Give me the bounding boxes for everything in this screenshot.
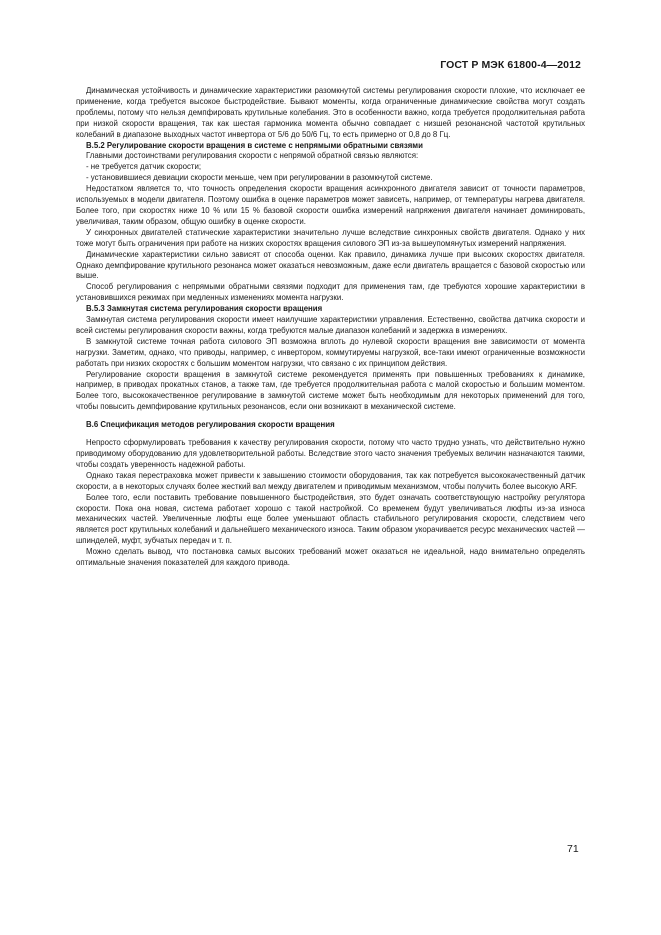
- advantages-list: [76, 162, 585, 184]
- paragraph: Более того, если поставить требование повышенного быстродействия, это будет означать соответствующую настройку регулятора скорости. Пока она новая, система работает хорошо с такой настройкой. Со временем будут увеличиваться люфты из-за износа механических частей. Увеличенные люфты еще более уменьшают область стабильного регулирования скорости, следствием чего является рост крутильных колебаний и дальнейшего механического износа. Таким образом укорачивается ресурс механических частей — шпинделей, муфт, зубчатых передач и т. п.: [76, 492, 585, 546]
- paragraph: Главными достоинствами регулирования скорости с непрямой обратной связью являются:: [86, 151, 419, 161]
- section-heading-b6: В.6 Спецификация методов регулирования скорости вращения: [86, 420, 335, 430]
- page-number: 71: [567, 843, 579, 855]
- paragraph: Однако такая перестраховка может привести к завышению стоимости оборудования, так как потребуется высококачественный датчик скорости, а в некоторых случаях более жесткий вал между двигателем и приводимым механизмом, чтобы получить более высокую ARF.: [76, 470, 585, 491]
- paragraph: Непросто сформулировать требования к качеству регулирования скорости, потому что часто трудно узнать, что действительно нужно приводимому оборудованию для удовлетворительной работы. Вследствие этого часто значения требуемых величин назначаются такими, чтобы создать уверенность надежной работы.: [76, 438, 585, 469]
- paragraph: Недостатком является то, что точность определения скорости вращения асинхронного двигателя зависит от точности параметров, используемых в модели двигателя. Поэтому ошибка в оценке параметров может зависеть, например, от температуры нагрева двигателя. Более того, при скоростях ниже 10 % или 15 % базовой скорости ошибка измерений напряжения двигателя начинает доминировать, увеличивая, таким образом, общую ошибку в оценке скорости.: [76, 184, 585, 226]
- paragraph: Замкнутая система регулирования скорости имеет наилучшие характеристики управления. Естественно, свойства датчика скорости и всей системы регулирования скорости важны, когда требуются малые диапазон колебаний и задержка в измерениях.: [76, 315, 585, 335]
- paragraph: Способ регулирования с непрямыми обратными связями подходит для применения там, где требуются хорошие характеристики в установившихся режимах при медленных изменениях момента нагрузки.: [76, 282, 585, 303]
- document-header: ГОСТ Р МЭК 61800-4—2012: [440, 59, 581, 71]
- paragraph: Динамические характеристики сильно зависят от способа оценки. Как правило, динамика лучше при высоких скоростях двигателя. Однако демпфирование крутильного резонанса может оказаться невозможным, даже если двигатель вращается с базовой скоростью или выше.: [76, 249, 585, 281]
- paragraph: В замкнутой системе точная работа силового ЭП возможна вплоть до нулевой скорости вращения вне зависимости от момента нагрузки. Заметим, однако, что приводы, например, с инвертором, коммутируемы нагрузкой, все-таки имеют ограниченные возможности работать при низких скоростях с большим моментом нагрузки, что связано с их принципом действия.: [76, 336, 585, 368]
- paragraph: Регулирование скорости вращения в замкнутой системе рекомендуется применять при повышенных требованиях к динамике, например, в приводах прокатных станов, а также там, где требуется продолжительная работа с малой скоростью и большим моментом. Более того, высококачественное регулирование в замкнутой системе может быть необходимым для некоторых применений для того, чтобы повысить демпфирование крутильных резонансов, если они возникают в механической системе.: [76, 369, 585, 412]
- document-body: [76, 86, 585, 569]
- list-item: - не требуется датчик скорости;: [86, 162, 202, 172]
- paragraph: Можно сделать вывод, что постановка самых высоких требований может оказаться не идеальной, надо внимательно определять оптимальные значения показателей для каждого привода.: [76, 547, 585, 568]
- section-heading-b53: В.5.3 Замкнутая система регулирования скорости вращения: [86, 304, 323, 314]
- list-item: - установившиеся девиации скорости меньше, чем при регулировании в разомкнутой системе.: [86, 173, 433, 183]
- section-heading-b52: В.5.2 Регулирование скорости вращения в системе с непрямыми обратными связями: [86, 140, 423, 150]
- paragraph: Динамическая устойчивость и динамические характеристики разомкнутой системы регулирования скорости плохие, что исключает ее применение, когда требуется высокое быстродействие. Бывают моменты, когда ограниченные динамические свойства могут создать проблемы, потому что нельзя демпфировать крутильные колебания. Это в особенности важно, когда требуется продолжительная работа при низкой скорости вращения, так как шестая гармоника момента обычно совпадает с низшей резонансной частотой крутильных колебаний в диапазоне выходных частот инвертора от 5/6 до 50/6 Гц, то есть примерно от 0,8 до 8 Гц.: [76, 86, 585, 139]
- paragraph: У синхронных двигателей статические характеристики значительно лучше вследствие синхронных свойств двигателя. Однако у них тоже могут быть ограничения при работе на низких скоростях вращения силового ЭП из-за вышеупомянутых измерений напряжения.: [76, 227, 585, 248]
